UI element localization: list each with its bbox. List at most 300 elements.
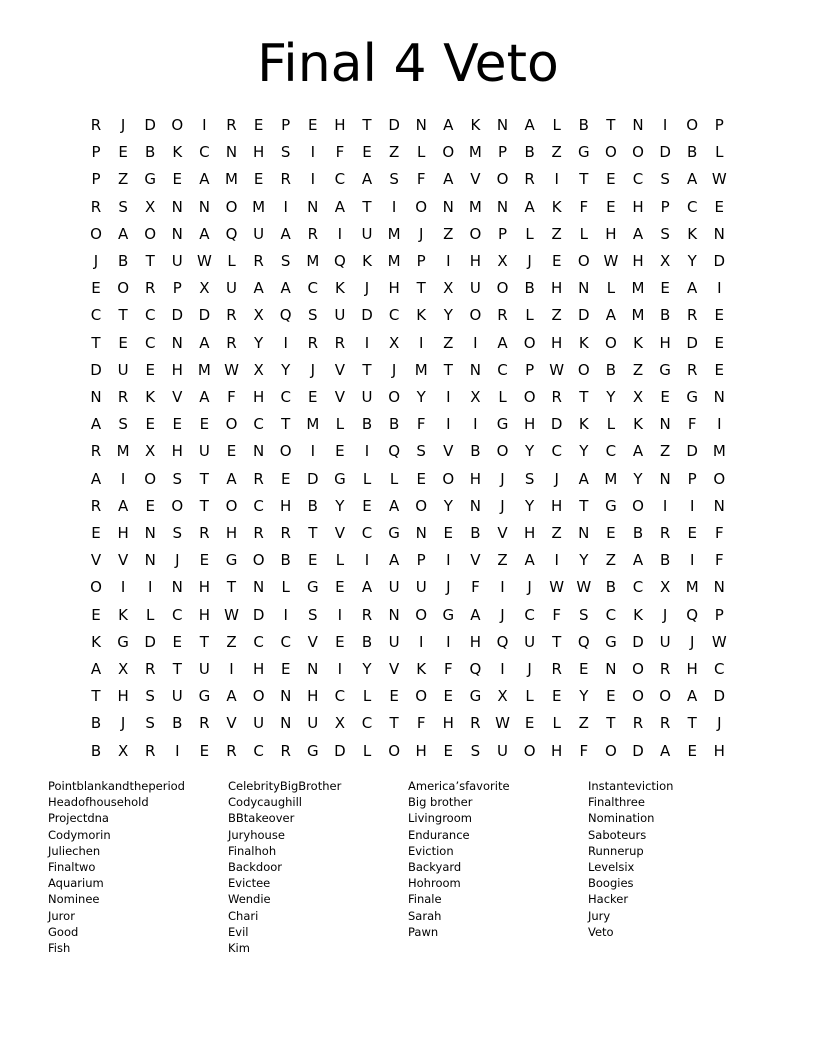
grid-letter: C [632, 170, 644, 189]
grid-letter: N [144, 524, 156, 542]
word-list-item: Fish [48, 941, 71, 955]
grid-letter: G [605, 632, 617, 651]
word-list-item: BBtakeover [228, 811, 295, 826]
grid-letter: H [551, 741, 563, 760]
grid-letter: R [686, 306, 698, 325]
grid-letter: E [172, 170, 183, 189]
grid-letter: I [446, 252, 451, 270]
grid-letter: H [442, 714, 454, 733]
grid-letter: A [443, 116, 454, 134]
grid-letter: B [117, 252, 129, 270]
grid-letter: J [527, 252, 532, 270]
grid-letter: M [468, 143, 482, 162]
word-list-item: Juliechen [48, 843, 101, 858]
grid-letter: D [713, 252, 726, 270]
grid-letter: E [443, 741, 454, 760]
grid-letter: I [283, 333, 288, 352]
grid-letter: S [145, 687, 155, 706]
grid-letter: T [362, 197, 372, 216]
grid-letter: P [497, 143, 508, 162]
grid-letter: A [280, 279, 291, 298]
grid-letter: Z [443, 224, 454, 243]
grid-letter: E [335, 442, 345, 461]
grid-letter: R [280, 741, 291, 760]
word-list-item: Eviction [408, 843, 454, 858]
grid-letter: N [252, 578, 265, 597]
grid-letter: B [659, 551, 671, 570]
grid-letter: B [605, 360, 617, 379]
grid-letter: M [631, 279, 645, 298]
grid-letter: A [524, 551, 535, 570]
grid-letter: O [577, 252, 590, 270]
grid-letter: F [714, 551, 724, 570]
grid-letter: G [117, 632, 129, 651]
grid-letter: F [335, 143, 345, 162]
grid-letter: S [172, 524, 183, 542]
grid-letter: H [117, 524, 129, 542]
grid-letter: E [253, 170, 264, 189]
grid-letter: R [226, 116, 237, 134]
grid-letter: R [226, 741, 237, 760]
grid-letter: Z [551, 224, 562, 243]
grid-letter: O [225, 415, 238, 434]
grid-letter: E [606, 687, 616, 706]
grid-letter: A [361, 578, 373, 597]
grid-letter: A [117, 496, 129, 515]
grid-letter: M [604, 469, 618, 488]
grid-letter: A [199, 388, 210, 406]
grid-letter: N [280, 687, 292, 706]
grid-letter: T [118, 306, 128, 325]
grid-letter: H [198, 605, 211, 624]
grid-letter: C [253, 741, 264, 760]
grid-letter: S [172, 469, 183, 488]
grid-letter: B [361, 415, 373, 434]
grid-letter: H [605, 224, 617, 243]
grid-letter: B [307, 496, 318, 515]
word-list-item: Levelsix [588, 860, 635, 874]
grid-letter: F [416, 170, 426, 189]
grid-letter: W [495, 714, 510, 733]
grid-letter: O [632, 687, 644, 706]
grid-letter: N [307, 660, 319, 678]
grid-letter: G [577, 143, 590, 162]
grid-letter: C [280, 388, 291, 406]
grid-letter: U [659, 632, 671, 651]
grid-letter: H [469, 252, 482, 270]
grid-letter: L [579, 224, 588, 243]
grid-letter: C [144, 306, 156, 325]
grid-letter: C [497, 360, 508, 379]
grid-letter: L [417, 143, 426, 162]
grid-letter: N [713, 224, 725, 243]
grid-letter: Z [551, 306, 562, 325]
grid-letter: I [554, 170, 559, 189]
grid-letter: O [496, 279, 509, 298]
grid-letter: N [713, 496, 725, 515]
grid-letter: P [91, 143, 101, 162]
grid-letter: Q [469, 660, 482, 678]
grid-letter: C [199, 143, 210, 162]
grid-letter: I [310, 442, 316, 461]
grid-letter: D [713, 687, 726, 706]
grid-letter: T [606, 714, 616, 733]
grid-letter: Z [551, 524, 562, 542]
grid-letter: Q [388, 442, 400, 461]
grid-letter: D [144, 632, 156, 651]
grid-letter: X [632, 388, 644, 406]
grid-letter: F [227, 388, 236, 406]
grid-letter: H [686, 660, 698, 678]
grid-letter: Y [281, 360, 291, 379]
grid-letter: F [579, 197, 589, 216]
grid-letter: A [90, 415, 102, 434]
grid-letter: P [687, 469, 697, 488]
grid-letter: D [632, 741, 644, 760]
grid-letter: D [90, 360, 102, 379]
grid-letter: N [171, 197, 183, 216]
grid-letter: E [660, 279, 670, 298]
grid-letter: X [470, 388, 481, 406]
grid-letter: U [171, 252, 183, 270]
word-list-item: Livingroom [408, 811, 472, 826]
grid-letter: U [253, 224, 265, 243]
grid-letter: N [605, 660, 617, 678]
grid-letter: C [388, 306, 400, 325]
grid-letter: I [689, 496, 695, 515]
grid-letter: I [500, 660, 505, 678]
grid-letter: T [579, 170, 589, 189]
grid-letter: J [446, 578, 451, 597]
grid-letter: R [226, 306, 237, 325]
grid-letter: R [307, 333, 319, 352]
grid-letter: B [90, 714, 102, 733]
grid-letter: E [91, 605, 101, 624]
grid-letter: E [551, 687, 562, 706]
grid-letter: B [172, 714, 183, 733]
grid-letter: C [253, 496, 264, 515]
grid-letter: C [334, 170, 346, 189]
grid-letter: J [391, 360, 397, 379]
grid-letter: C [605, 605, 617, 624]
grid-letter: O [469, 306, 482, 325]
word-list-item: Instanteviction [588, 779, 674, 793]
grid-letter: O [415, 496, 428, 515]
grid-letter: K [470, 116, 481, 134]
word-list-item: Sarah [408, 908, 442, 923]
grid-letter: J [717, 714, 722, 733]
grid-letter: X [117, 660, 129, 678]
grid-letter: O [604, 741, 617, 760]
grid-letter: N [469, 360, 481, 379]
grid-letter: D [388, 116, 400, 134]
grid-letter: C [632, 578, 644, 597]
grid-letter: E [199, 741, 210, 760]
grid-letter: P [91, 170, 101, 189]
grid-letter: D [198, 306, 211, 325]
grid-letter: R [307, 224, 319, 243]
grid-letter: I [554, 551, 559, 570]
grid-letter: I [364, 442, 370, 461]
grid-letter: O [388, 741, 400, 760]
grid-letter: C [334, 687, 346, 706]
grid-letter: L [389, 469, 399, 488]
grid-letter: J [175, 551, 180, 570]
grid-letter: E [145, 496, 155, 515]
grid-letter: T [443, 360, 453, 379]
grid-letter: H [551, 279, 563, 298]
grid-letter: R [90, 197, 102, 216]
grid-letter: O [144, 469, 157, 488]
grid-letter: A [199, 170, 210, 189]
grid-letter: E [551, 252, 562, 270]
grid-letter: K [334, 279, 345, 298]
grid-letter: O [523, 388, 536, 406]
grid-letter: A [361, 170, 373, 189]
grid-letter: N [713, 578, 725, 597]
grid-letter: J [310, 360, 316, 379]
grid-letter: N [198, 197, 210, 216]
grid-letter: D [361, 306, 373, 325]
grid-letter: G [198, 687, 211, 706]
grid-letter: I [689, 551, 695, 570]
grid-letter: B [524, 279, 535, 298]
grid-letter: H [334, 116, 346, 134]
grid-letter: Z [605, 551, 617, 570]
grid-letter: R [117, 388, 129, 406]
grid-letter: O [442, 469, 455, 488]
grid-letter: H [280, 496, 292, 515]
grid-letter: B [280, 551, 291, 570]
grid-letter: R [524, 170, 535, 189]
grid-letter: I [310, 143, 316, 162]
word-list-item: Finalhoh [228, 843, 277, 858]
grid-letter: A [578, 469, 589, 488]
grid-letter: V [307, 632, 318, 651]
grid-letter: O [659, 687, 671, 706]
word-list-item: Backdoor [228, 860, 283, 874]
grid-letter: O [632, 143, 644, 162]
grid-letter: I [364, 551, 370, 570]
grid-letter: Y [362, 660, 372, 678]
grid-letter: E [606, 524, 616, 542]
grid-letter: X [388, 333, 400, 352]
grid-letter: A [632, 551, 644, 570]
grid-letter: T [579, 388, 589, 406]
grid-letter: I [283, 197, 288, 216]
grid-letter: X [659, 578, 671, 597]
grid-letter: L [715, 143, 724, 162]
grid-letter: R [144, 660, 156, 678]
grid-letter: K [551, 197, 562, 216]
grid-letter: A [470, 605, 481, 624]
grid-letter: I [120, 469, 126, 488]
grid-letter: N [388, 605, 400, 624]
grid-letter: H [523, 524, 536, 542]
grid-letter: V [334, 388, 346, 406]
grid-letter: U [171, 687, 183, 706]
grid-letter: A [90, 469, 102, 488]
grid-letter: O [388, 388, 400, 406]
grid-letter: L [525, 306, 534, 325]
grid-letter: M [414, 360, 428, 379]
grid-letter: R [361, 605, 373, 624]
grid-letter: K [362, 252, 372, 270]
grid-letter: J [527, 660, 532, 678]
grid-letter: O [415, 687, 428, 706]
word-list-item: Juryhouse [228, 827, 285, 842]
grid-letter: U [361, 224, 373, 243]
grid-letter: J [364, 279, 370, 298]
grid-letter: E [145, 360, 155, 379]
grid-letter: L [146, 605, 155, 624]
grid-letter: O [713, 469, 726, 488]
grid-letter: N [171, 224, 183, 243]
grid-letter: G [442, 605, 455, 624]
grid-letter: U [226, 279, 237, 298]
grid-letter: K [578, 333, 589, 352]
word-list-item: Veto [588, 924, 614, 939]
grid-letter: O [577, 360, 590, 379]
grid-letter: G [605, 496, 617, 515]
grid-letter: P [416, 252, 426, 270]
grid-letter: X [443, 279, 454, 298]
word-list-item: Evil [228, 924, 249, 939]
grid-letter: N [171, 578, 183, 597]
grid-letter: S [660, 170, 670, 189]
grid-letter: O [90, 578, 102, 597]
grid-letter: W [224, 360, 239, 379]
grid-letter: C [144, 333, 156, 352]
word-list-item: Runnerup [588, 843, 644, 858]
grid-letter: R [659, 714, 671, 733]
grid-letter: I [662, 496, 668, 515]
grid-letter: O [632, 496, 644, 515]
grid-letter: F [443, 660, 453, 678]
grid-letter: K [633, 333, 643, 352]
grid-letter: H [551, 496, 563, 515]
grid-letter: N [496, 197, 509, 216]
grid-letter: E [714, 333, 725, 352]
grid-letter: A [659, 741, 671, 760]
grid-letter: L [335, 551, 345, 570]
grid-letter: F [579, 741, 589, 760]
grid-letter: O [252, 687, 265, 706]
grid-letter: S [660, 224, 670, 243]
grid-letter: Y [606, 388, 616, 406]
grid-letter: G [686, 388, 698, 406]
grid-letter: M [468, 197, 482, 216]
grid-letter: L [552, 714, 561, 733]
grid-letter: H [415, 741, 427, 760]
grid-letter: H [659, 333, 671, 352]
grid-letter: E [91, 524, 101, 542]
grid-letter: R [632, 714, 644, 733]
grid-letter: E [443, 524, 454, 542]
grid-letter: E [172, 632, 183, 651]
grid-letter: G [334, 469, 346, 488]
grid-letter: I [446, 551, 451, 570]
grid-letter: T [308, 524, 318, 542]
grid-letter: I [283, 605, 288, 624]
grid-letter: B [470, 442, 481, 461]
word-list-item: Codycaughill [228, 795, 303, 810]
grid-letter: E [335, 632, 345, 651]
grid-letter: W [603, 252, 619, 270]
grid-letter: O [279, 442, 292, 461]
grid-letter: Y [416, 388, 426, 406]
grid-letter: O [415, 197, 428, 216]
grid-letter: W [576, 578, 592, 597]
grid-letter: J [662, 605, 668, 624]
grid-letter: K [416, 660, 427, 678]
grid-letter: I [446, 388, 451, 406]
grid-letter: Q [279, 306, 292, 325]
grid-letter: N [659, 469, 671, 488]
grid-letter: Z [117, 170, 129, 189]
grid-letter: K [687, 224, 698, 243]
word-list-item: Good [48, 924, 79, 939]
grid-letter: A [443, 170, 454, 189]
grid-letter: E [308, 388, 318, 406]
grid-letter: A [632, 224, 644, 243]
grid-letter: N [280, 714, 292, 733]
grid-letter: S [118, 415, 128, 434]
word-list-item: Evictee [228, 876, 271, 891]
grid-letter: T [199, 496, 209, 515]
grid-letter: H [632, 252, 644, 270]
grid-letter: J [500, 469, 505, 488]
grid-letter: D [144, 116, 156, 134]
grid-letter: H [388, 279, 400, 298]
grid-letter: O [144, 224, 157, 243]
grid-letter: P [172, 279, 182, 298]
grid-letter: G [144, 170, 156, 189]
grid-letter: U [334, 306, 346, 325]
grid-letter: L [362, 741, 372, 760]
grid-letter: S [280, 252, 291, 270]
grid-letter: A [388, 496, 400, 515]
grid-letter: Q [496, 632, 509, 651]
grid-letter: Z [659, 442, 671, 461]
grid-letter: I [446, 632, 451, 651]
grid-letter: D [686, 333, 698, 352]
grid-letter: R [90, 116, 102, 134]
grid-letter: A [605, 306, 617, 325]
grid-letter: W [549, 578, 565, 597]
grid-letter: S [416, 442, 426, 461]
grid-letter: O [686, 116, 699, 134]
grid-letter: V [388, 660, 400, 678]
grid-letter: V [443, 442, 454, 461]
grid-letter: Z [578, 714, 589, 733]
grid-letter: D [686, 442, 698, 461]
grid-letter: A [687, 279, 698, 298]
grid-letter: J [689, 632, 695, 651]
grid-letter: C [90, 306, 102, 325]
grid-letter: E [362, 143, 372, 162]
grid-letter: W [711, 632, 727, 651]
grid-letter: X [497, 687, 508, 706]
grid-letter: B [145, 143, 156, 162]
grid-letter: A [280, 224, 291, 243]
grid-letter: H [713, 741, 725, 760]
grid-letter: R [551, 660, 562, 678]
grid-letter: Q [225, 224, 238, 243]
grid-letter: C [714, 660, 725, 678]
grid-letter: W [549, 360, 565, 379]
grid-letter: C [253, 632, 264, 651]
